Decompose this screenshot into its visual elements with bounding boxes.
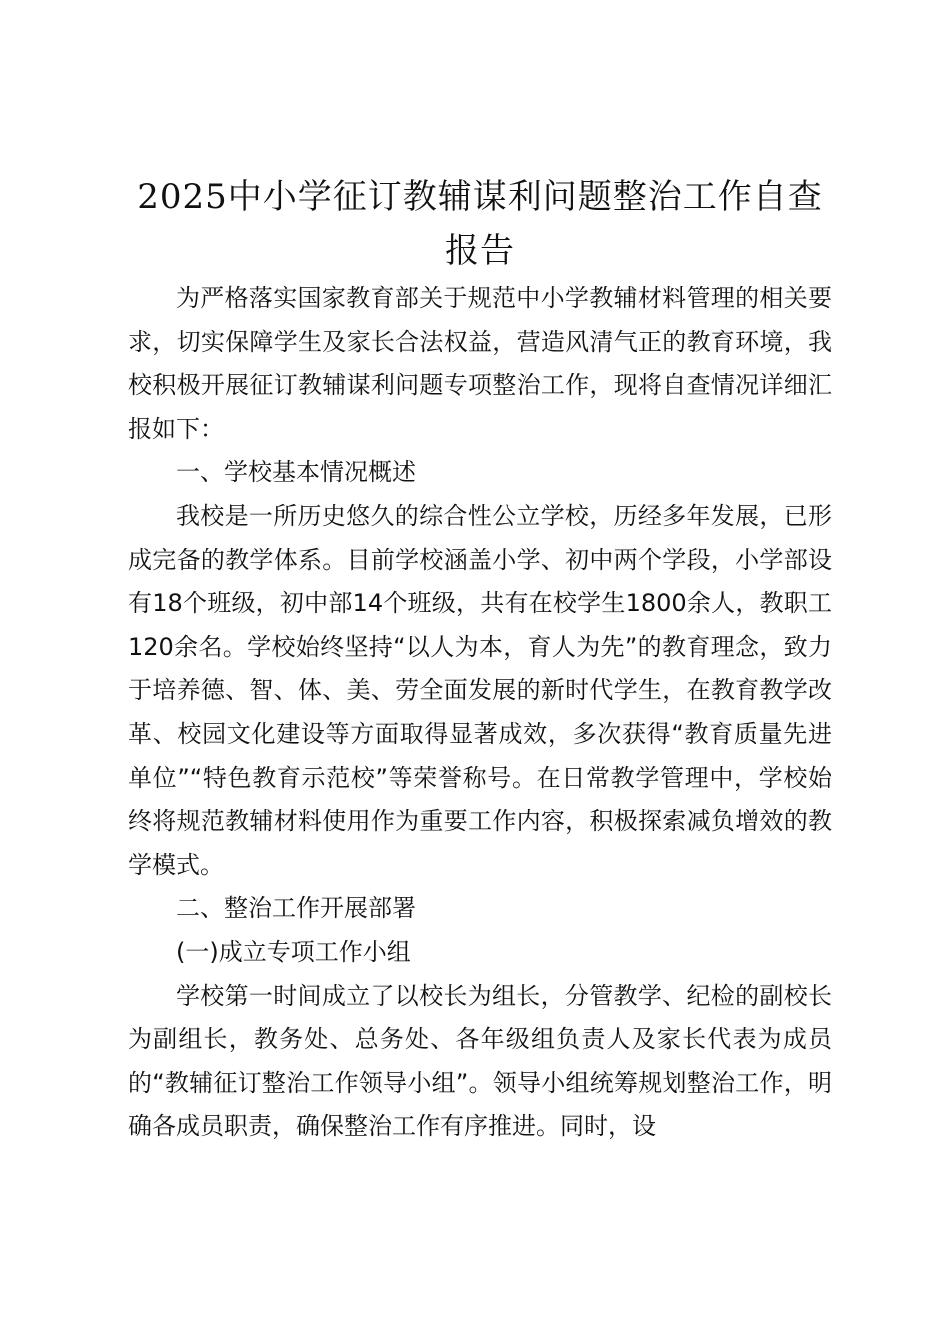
school-overview-paragraph: 我校是一所历史悠久的综合性公立学校，历经多年发展，已形成完备的教学体系。目前学校涵盖小学、初中两个学段，小学部设有18个班级，初中部14个班级，共有在校学生1800余人，教职工120余名。学校始终坚持“以人为本，育人为先”的教育理念，致力于培养德、智、体、美、劳全面发展的新时代学生，在教育教学改革、校园文化建设等方面取得显著成效，多次获得“教育质量先进单位”“特色教育示范校”等荣誉称号。在日常教学管理中，学校始终将规范教辅材料使用作为重要工作内容，积极探索减负增效的教学模式。 <box>128 501 832 879</box>
subsection-heading-1: (一)成立专项工作小组 <box>176 937 411 966</box>
section-heading-1: 一、学校基本情况概述 <box>176 458 416 487</box>
document-body <box>128 277 832 1149</box>
intro-paragraph: 为严格落实国家教育部关于规范中小学教辅材料管理的相关要求，切实保障学生及家长合法权益，营造风清气正的教育环境，我校积极开展征订教辅谋利问题专项整治工作，现将自查情况详细汇报如下： <box>128 284 832 443</box>
document-title: 2025中小学征订教辅谋利问题整治工作自查报告 <box>137 177 823 271</box>
task-group-paragraph: 学校第一时间成立了以校长为组长，分管教学、纪检的副校长为副组长，教务处、总务处、各年级组负责人及家长代表为成员的“教辅征订整治工作领导小组”。领导小组统筹规划整治工作，明确各成员职责，确保整治工作有序推进。同时，设 <box>128 981 832 1141</box>
section-heading-2: 二、整治工作开展部署 <box>176 894 416 923</box>
